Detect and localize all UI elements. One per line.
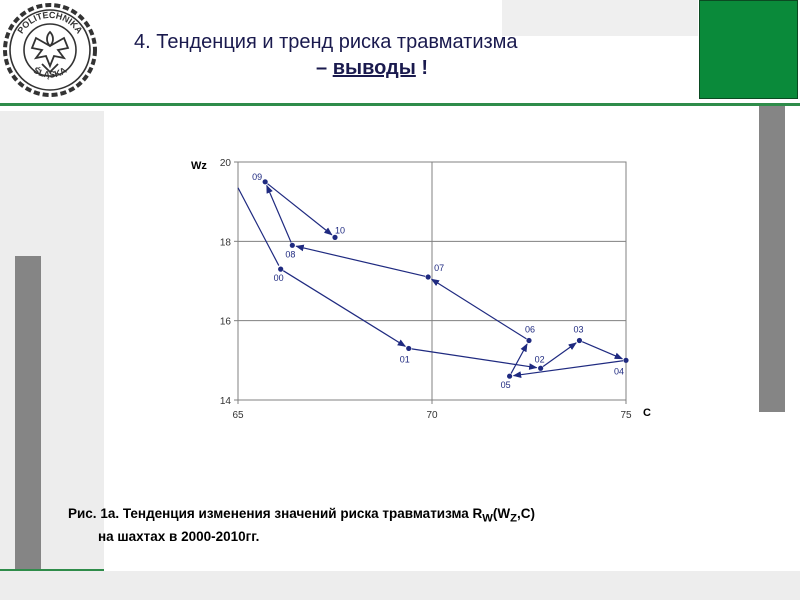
page-title-line1: 4. Тенденция и тренд риска травматизма: [134, 31, 518, 53]
data-point-08: [290, 243, 295, 248]
data-label-03: 03: [573, 324, 584, 335]
x-tick-label: 65: [232, 410, 244, 421]
data-label-01: 01: [399, 354, 410, 365]
data-point-04: [623, 358, 628, 363]
data-point-05: [507, 374, 512, 379]
y-tick-label: 18: [219, 237, 231, 249]
title-underlined-word: выводы: [332, 57, 416, 79]
figure-caption: Рис. 1а. Тенденция изменения значений риска травматизма $R_W(W_Z,C)$ на шахтах в 2000-2010гг.: [68, 505, 688, 546]
y-tick-label: 20: [219, 158, 231, 169]
data-point-02: [538, 366, 543, 371]
y-tick-label: 14: [219, 396, 231, 407]
data-point-07: [426, 274, 431, 279]
data-point-06: [526, 338, 531, 343]
data-label-07: 07: [434, 263, 445, 274]
data-label-00: 00: [273, 273, 284, 284]
data-label-10: 10: [335, 225, 346, 236]
data-label-04: 04: [614, 366, 625, 377]
logo-bottom-text: ŚLĄSKA: [31, 65, 69, 80]
x-tick-label: 70: [426, 410, 438, 421]
data-label-02: 02: [534, 354, 545, 365]
x-tick-label: 75: [620, 410, 632, 421]
logo-top-text: POLITECHNIKA: [15, 9, 85, 36]
data-point-10: [332, 235, 337, 240]
data-point-09: [263, 179, 268, 184]
y-tick-label: 16: [219, 316, 231, 328]
page-title-line2: – выводы !: [316, 57, 429, 79]
data-label-09: 09: [252, 171, 263, 182]
data-point-03: [577, 338, 582, 343]
data-label-08: 08: [285, 249, 296, 260]
x-axis-label: C: [643, 407, 651, 419]
data-label-05: 05: [500, 380, 511, 391]
y-axis-label: Wz: [191, 160, 207, 172]
figure-caption-line2: на шахтах в 2000-2010гг.: [98, 528, 260, 544]
data-label-06: 06: [525, 324, 536, 335]
data-point-01: [406, 346, 411, 351]
data-point-00: [278, 267, 283, 272]
